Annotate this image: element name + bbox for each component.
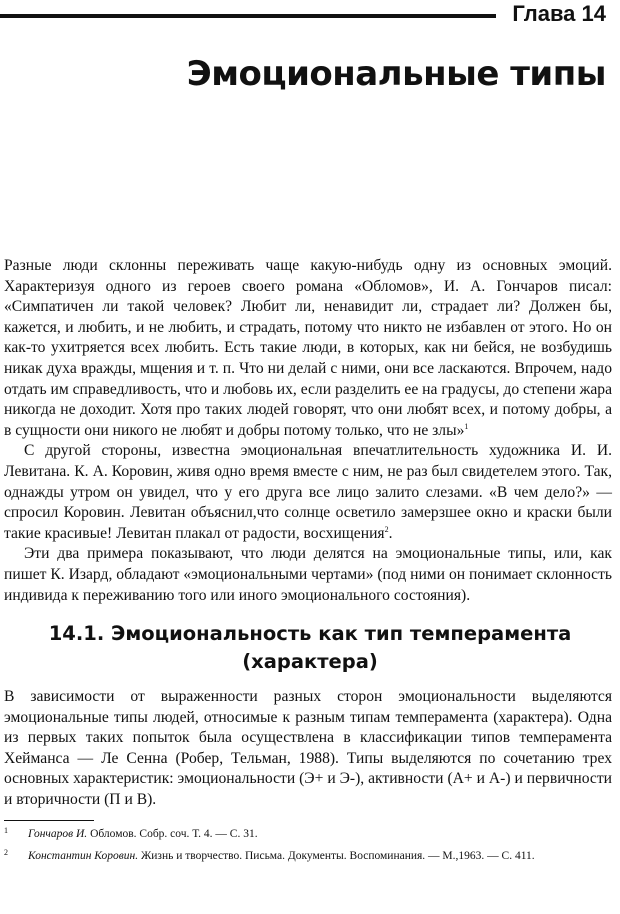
footnote-text: Жизнь и творчество. Письма. Документы. Воспоминания. — М.,1963. — С. 411. bbox=[138, 850, 535, 862]
chapter-label: Глава 14 bbox=[512, 1, 606, 26]
footnote-text: Обломов. Собр. соч. Т. 4. — С. 31. bbox=[87, 828, 258, 840]
intro-text bbox=[4, 256, 612, 606]
paragraph-end: . bbox=[388, 524, 393, 542]
paragraph: В зависимости от выраженности разных сторон эмоциональности выделяются эмоциональные типы людей, относимые к разным типам темперамента (характера). Одна из первых таких попыток была осуществлена в классификации типов темперамента Хейманса — Ле Сенна (Робер, Тельман, 1988). Типы выделяются по сочетанию трех основных характеристик: эмоциональности (Э+ и Э-), активности (А+ и А-) и первичности и вторичности (П и В). bbox=[4, 688, 612, 808]
paragraph-text: С другой стороны, известна эмоциональная впечатлительность художника И. И. Левитана. К. А. Коровин, живя одно время вместе с ним, не раз был свидетелем этого. Так, однажды утром он увидел, что у его друга все лицо залито слезами. «В чем дело?» — спросил Коровин. Левитан объяснил,что солнце осветило замерзшее окно и краски были такие красивые! Левитан плакал от радости, восхищения bbox=[4, 442, 612, 542]
paragraph: Эти два примера показывают, что люди делятся на эмоциональные типы, или, как пишет К. Изард, обладают «эмоциональными чертами» (под ними он понимает склонность индивида к переживанию того или иного эмоционального состояния). bbox=[4, 545, 612, 604]
footnotes bbox=[4, 827, 612, 871]
footnote-ref: 1 bbox=[464, 421, 469, 431]
chapter-title: Эмоциональные типы bbox=[186, 54, 606, 94]
footnote-author: Константин Коровин. bbox=[28, 850, 139, 862]
paragraph bbox=[4, 441, 612, 544]
paragraph-text: Разные люди склонны переживать чаще какую-нибудь одну из основных эмоций. Характеризуя одного из героев своего романа «Обломов», И. А. Гончаров писал: «Симпатичен ли такой человек? Любит ли, ненавидит ли, страдает ли? Должен бы, кажется, и любить, и не любить, и страдать, потому что никто не избавлен от этого. Но он как-то ухитряется всех любить. Есть такие люди, в которых, как ни бейся, не возбудишь никак духа вражды, мщения и т. п. Что ни делай с ними, они все ласкаются. Впрочем, надо отдать им справедливость, что и любовь их, если разделить ее на градусы, до степени жара никогда не доходит. Хотя про таких людей говорят, что они любят всех, и потому добры, а в сущности они никого не любят и добры потому только, что не злы» bbox=[4, 257, 612, 439]
section-heading bbox=[0, 620, 620, 676]
footnote-number: 1 bbox=[4, 826, 8, 835]
header-rule bbox=[0, 14, 496, 18]
footnote-author: Гончаров И. bbox=[28, 828, 88, 840]
section-heading-line: 14.1. Эмоциональность как тип темперамента bbox=[48, 622, 572, 645]
footnote-ref: 2 bbox=[384, 524, 389, 534]
paragraph bbox=[4, 256, 612, 441]
footnote bbox=[4, 827, 612, 841]
footnote-rule bbox=[4, 820, 94, 821]
section-heading-line: (характера) bbox=[242, 650, 378, 673]
section-text bbox=[4, 687, 612, 811]
footnote bbox=[4, 849, 612, 863]
footnote-number: 2 bbox=[4, 848, 8, 857]
